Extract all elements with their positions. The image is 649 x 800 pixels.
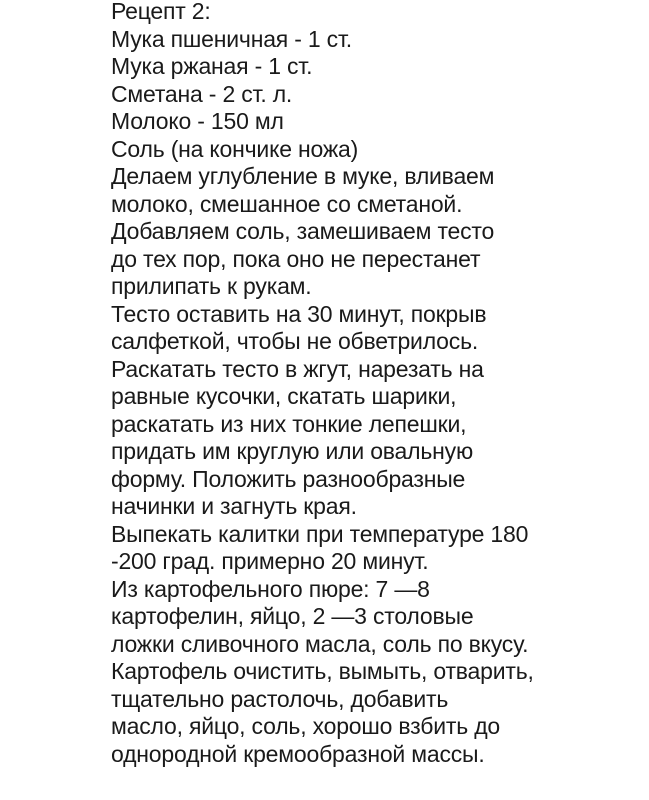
- instruction-line: равные кусочки, скатать шарики,: [111, 383, 457, 409]
- instruction-line: форму. Положить разнообразные: [111, 465, 466, 492]
- instruction-line: начинки и загнуть края.: [111, 493, 357, 519]
- instruction-line: однородной кремообразной массы.: [111, 740, 485, 767]
- instruction-line: прилипать к рукам.: [111, 273, 312, 299]
- instruction-line: Тесто оставить на 30 минут, покрыв: [111, 300, 487, 327]
- instruction-line: картофелин, яйцо, 2 —3 столовые: [111, 603, 474, 629]
- instruction-line: раскатать из них тонкие лепешки,: [111, 410, 467, 437]
- instruction-line: тщательно растолочь, добавить: [111, 685, 449, 712]
- ingredient-line: Мука пшеничная - 1 ст.: [111, 25, 352, 52]
- instruction-line: -200 град. примерно 20 минут.: [111, 548, 429, 574]
- instruction-line: масло, яйцо, соль, хорошо взбить до: [111, 713, 501, 739]
- instruction-line: молоко, смешанное со сметаной.: [111, 190, 463, 217]
- recipe-text: [111, 0, 641, 768]
- ingredient-line: Сметана - 2 ст. л.: [111, 80, 293, 107]
- instruction-line: Картофель очистить, вымыть, отварить,: [111, 658, 534, 684]
- instruction-line: салфеткой, чтобы не обветрилось.: [111, 328, 479, 354]
- instruction-line: Из картофельного пюре: 7 —8: [111, 575, 430, 602]
- ingredient-line: Молоко - 150 мл: [111, 108, 284, 134]
- ingredient-line: Соль (на кончике ножа): [111, 135, 359, 162]
- ingredient-line: Мука ржаная - 1 ст.: [111, 53, 313, 79]
- recipe-title: Рецепт 2:: [111, 0, 211, 24]
- instruction-line: придать им круглую или овальную: [111, 438, 474, 464]
- instruction-line: Делаем углубление в муке, вливаем: [111, 163, 495, 189]
- instruction-line: Добавляем соль, замешиваем тесто: [111, 218, 495, 244]
- instruction-line: до тех пор, пока оно не перестанет: [111, 245, 481, 272]
- instruction-line: Раскатать тесто в жгут, нарезать на: [111, 355, 484, 382]
- instruction-line: Выпекать калитки при температуре 180: [111, 520, 529, 547]
- instruction-line: ложки сливочного масла, соль по вкусу.: [111, 630, 529, 657]
